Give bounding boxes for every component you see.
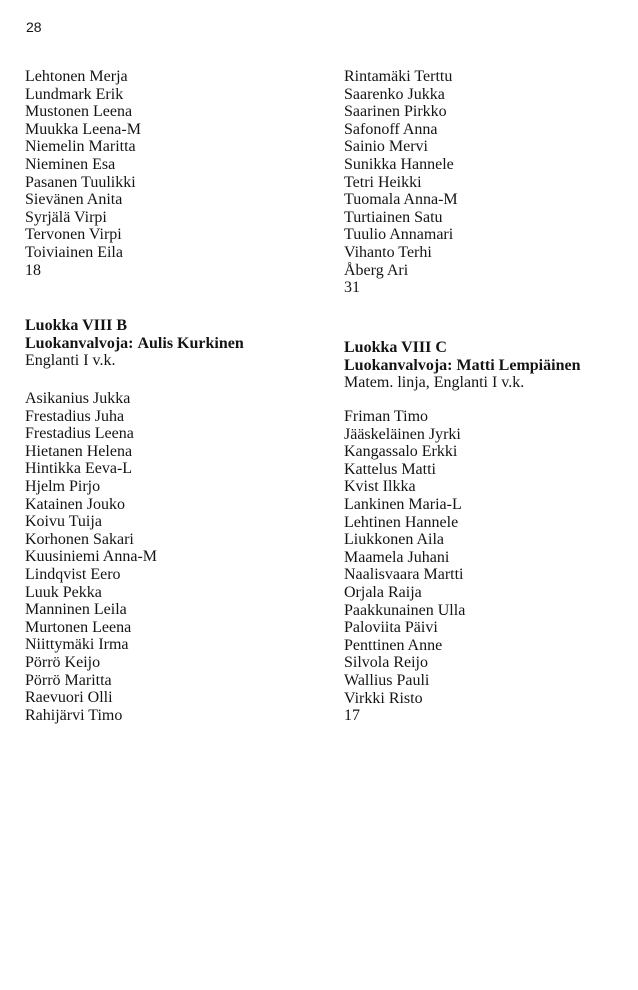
list-item: Raevuori Olli xyxy=(25,689,113,707)
right-top-name-list xyxy=(344,68,458,297)
list-item: Wallius Pauli xyxy=(344,671,430,689)
page-number: 28 xyxy=(26,19,42,35)
list-item: Penttinen Anne xyxy=(344,636,443,654)
list-item: Paloviita Päivi xyxy=(344,619,438,637)
list-item: Lundmark Erik xyxy=(25,85,124,103)
list-item: Lehtonen Merja xyxy=(25,68,128,85)
list-item: Mustonen Leena xyxy=(25,103,133,121)
list-item: Friman Timo xyxy=(344,408,429,425)
left-top-count: 18 xyxy=(25,261,41,279)
list-item: Manninen Leila xyxy=(25,601,127,619)
list-item: Pörrö Maritta xyxy=(25,671,112,689)
list-item: Niittymäki Irma xyxy=(25,636,129,654)
list-item: Kangassalo Erkki xyxy=(344,443,458,461)
list-item: Virkki Risto xyxy=(344,689,423,707)
list-item: Rintamäki Terttu xyxy=(344,68,453,85)
list-item: Kvist Ilkka xyxy=(344,478,416,496)
list-item: Rahijärvi Timo xyxy=(25,706,123,724)
list-item: Sunikka Hannele xyxy=(344,155,454,173)
list-item: Sievänen Anita xyxy=(25,191,123,209)
list-item: Naalisvaara Martti xyxy=(344,566,464,584)
list-item: Lindqvist Eero xyxy=(25,565,121,583)
list-item: Saarenko Jukka xyxy=(344,85,445,103)
list-item: Muukka Leena-M xyxy=(25,120,141,138)
class-title: Luokka VIII C xyxy=(344,339,447,356)
list-item: Tuomala Anna-M xyxy=(344,191,458,209)
list-item: Tervonen Virpi xyxy=(25,226,122,244)
class-teacher-label: Luokanvalvoja: xyxy=(344,356,453,374)
list-item: Maamela Juhani xyxy=(344,548,450,566)
class-teacher-label: Luokanvalvoja: xyxy=(25,334,134,352)
list-item: Syrjälä Virpi xyxy=(25,208,107,226)
list-item: Kuusiniemi Anna-M xyxy=(25,548,157,566)
list-item: Hietanen Helena xyxy=(25,442,133,460)
right-top-count: 31 xyxy=(344,279,360,297)
list-item: Pasanen Tuulikki xyxy=(25,173,136,191)
list-item: Hintikka Eeva-L xyxy=(25,460,133,478)
list-item: Luuk Pekka xyxy=(25,583,102,601)
list-item: Saarinen Pirkko xyxy=(344,103,447,121)
class-viii-b-student-list xyxy=(25,390,157,724)
list-item: Frestadius Juha xyxy=(25,407,125,425)
right-bottom-count: 17 xyxy=(344,707,360,725)
list-item: Korhonen Sakari xyxy=(25,530,134,548)
list-item: Silvola Reijo xyxy=(344,654,428,672)
class-teacher-name: Matti Lempiäinen xyxy=(456,356,581,374)
list-item: Turtiainen Satu xyxy=(344,208,443,226)
class-info: Englanti I v.k. xyxy=(25,352,116,370)
list-item: Niemelin Maritta xyxy=(25,138,136,156)
list-item: Orjala Raija xyxy=(344,583,422,601)
class-teacher-name: Aulis Kurkinen xyxy=(137,334,244,352)
class-info: Matem. linja, Englanti I v.k. xyxy=(344,374,525,392)
class-viii-c-student-list xyxy=(344,408,465,725)
list-item: Jääskeläinen Jyrki xyxy=(344,425,461,443)
list-item: Toiviainen Eila xyxy=(25,243,123,261)
list-item: Tetri Heikki xyxy=(344,173,422,191)
list-item: Sainio Mervi xyxy=(344,138,428,156)
list-item: Hjelm Pirjo xyxy=(25,477,101,495)
list-item: Asikanius Jukka xyxy=(25,390,131,407)
list-item: Paakkunainen Ulla xyxy=(344,601,466,619)
list-item: Pörrö Keijo xyxy=(25,653,101,671)
list-item: Koivu Tuija xyxy=(25,513,102,531)
list-item: Vihanto Terhi xyxy=(344,243,432,261)
list-item: Lehtinen Hannele xyxy=(344,513,459,531)
list-item: Kattelus Matti xyxy=(344,460,436,478)
list-item: Frestadius Leena xyxy=(25,425,134,443)
list-item: Tuulio Annamari xyxy=(344,226,454,244)
list-item: Liukkonen Aila xyxy=(344,531,444,549)
class-teacher xyxy=(344,357,580,375)
list-item: Lankinen Maria-L xyxy=(344,495,462,513)
list-item: Murtonen Leena xyxy=(25,618,132,636)
list-item: Åberg Ari xyxy=(344,261,409,279)
left-top-name-list xyxy=(25,68,141,279)
class-viii-c-header xyxy=(344,339,580,392)
class-teacher xyxy=(25,335,244,353)
list-item: Katainen Jouko xyxy=(25,495,125,513)
class-title: Luokka VIII B xyxy=(25,317,127,334)
list-item: Nieminen Esa xyxy=(25,155,116,173)
list-item: Safonoff Anna xyxy=(344,120,438,138)
class-viii-b-header xyxy=(25,317,244,370)
